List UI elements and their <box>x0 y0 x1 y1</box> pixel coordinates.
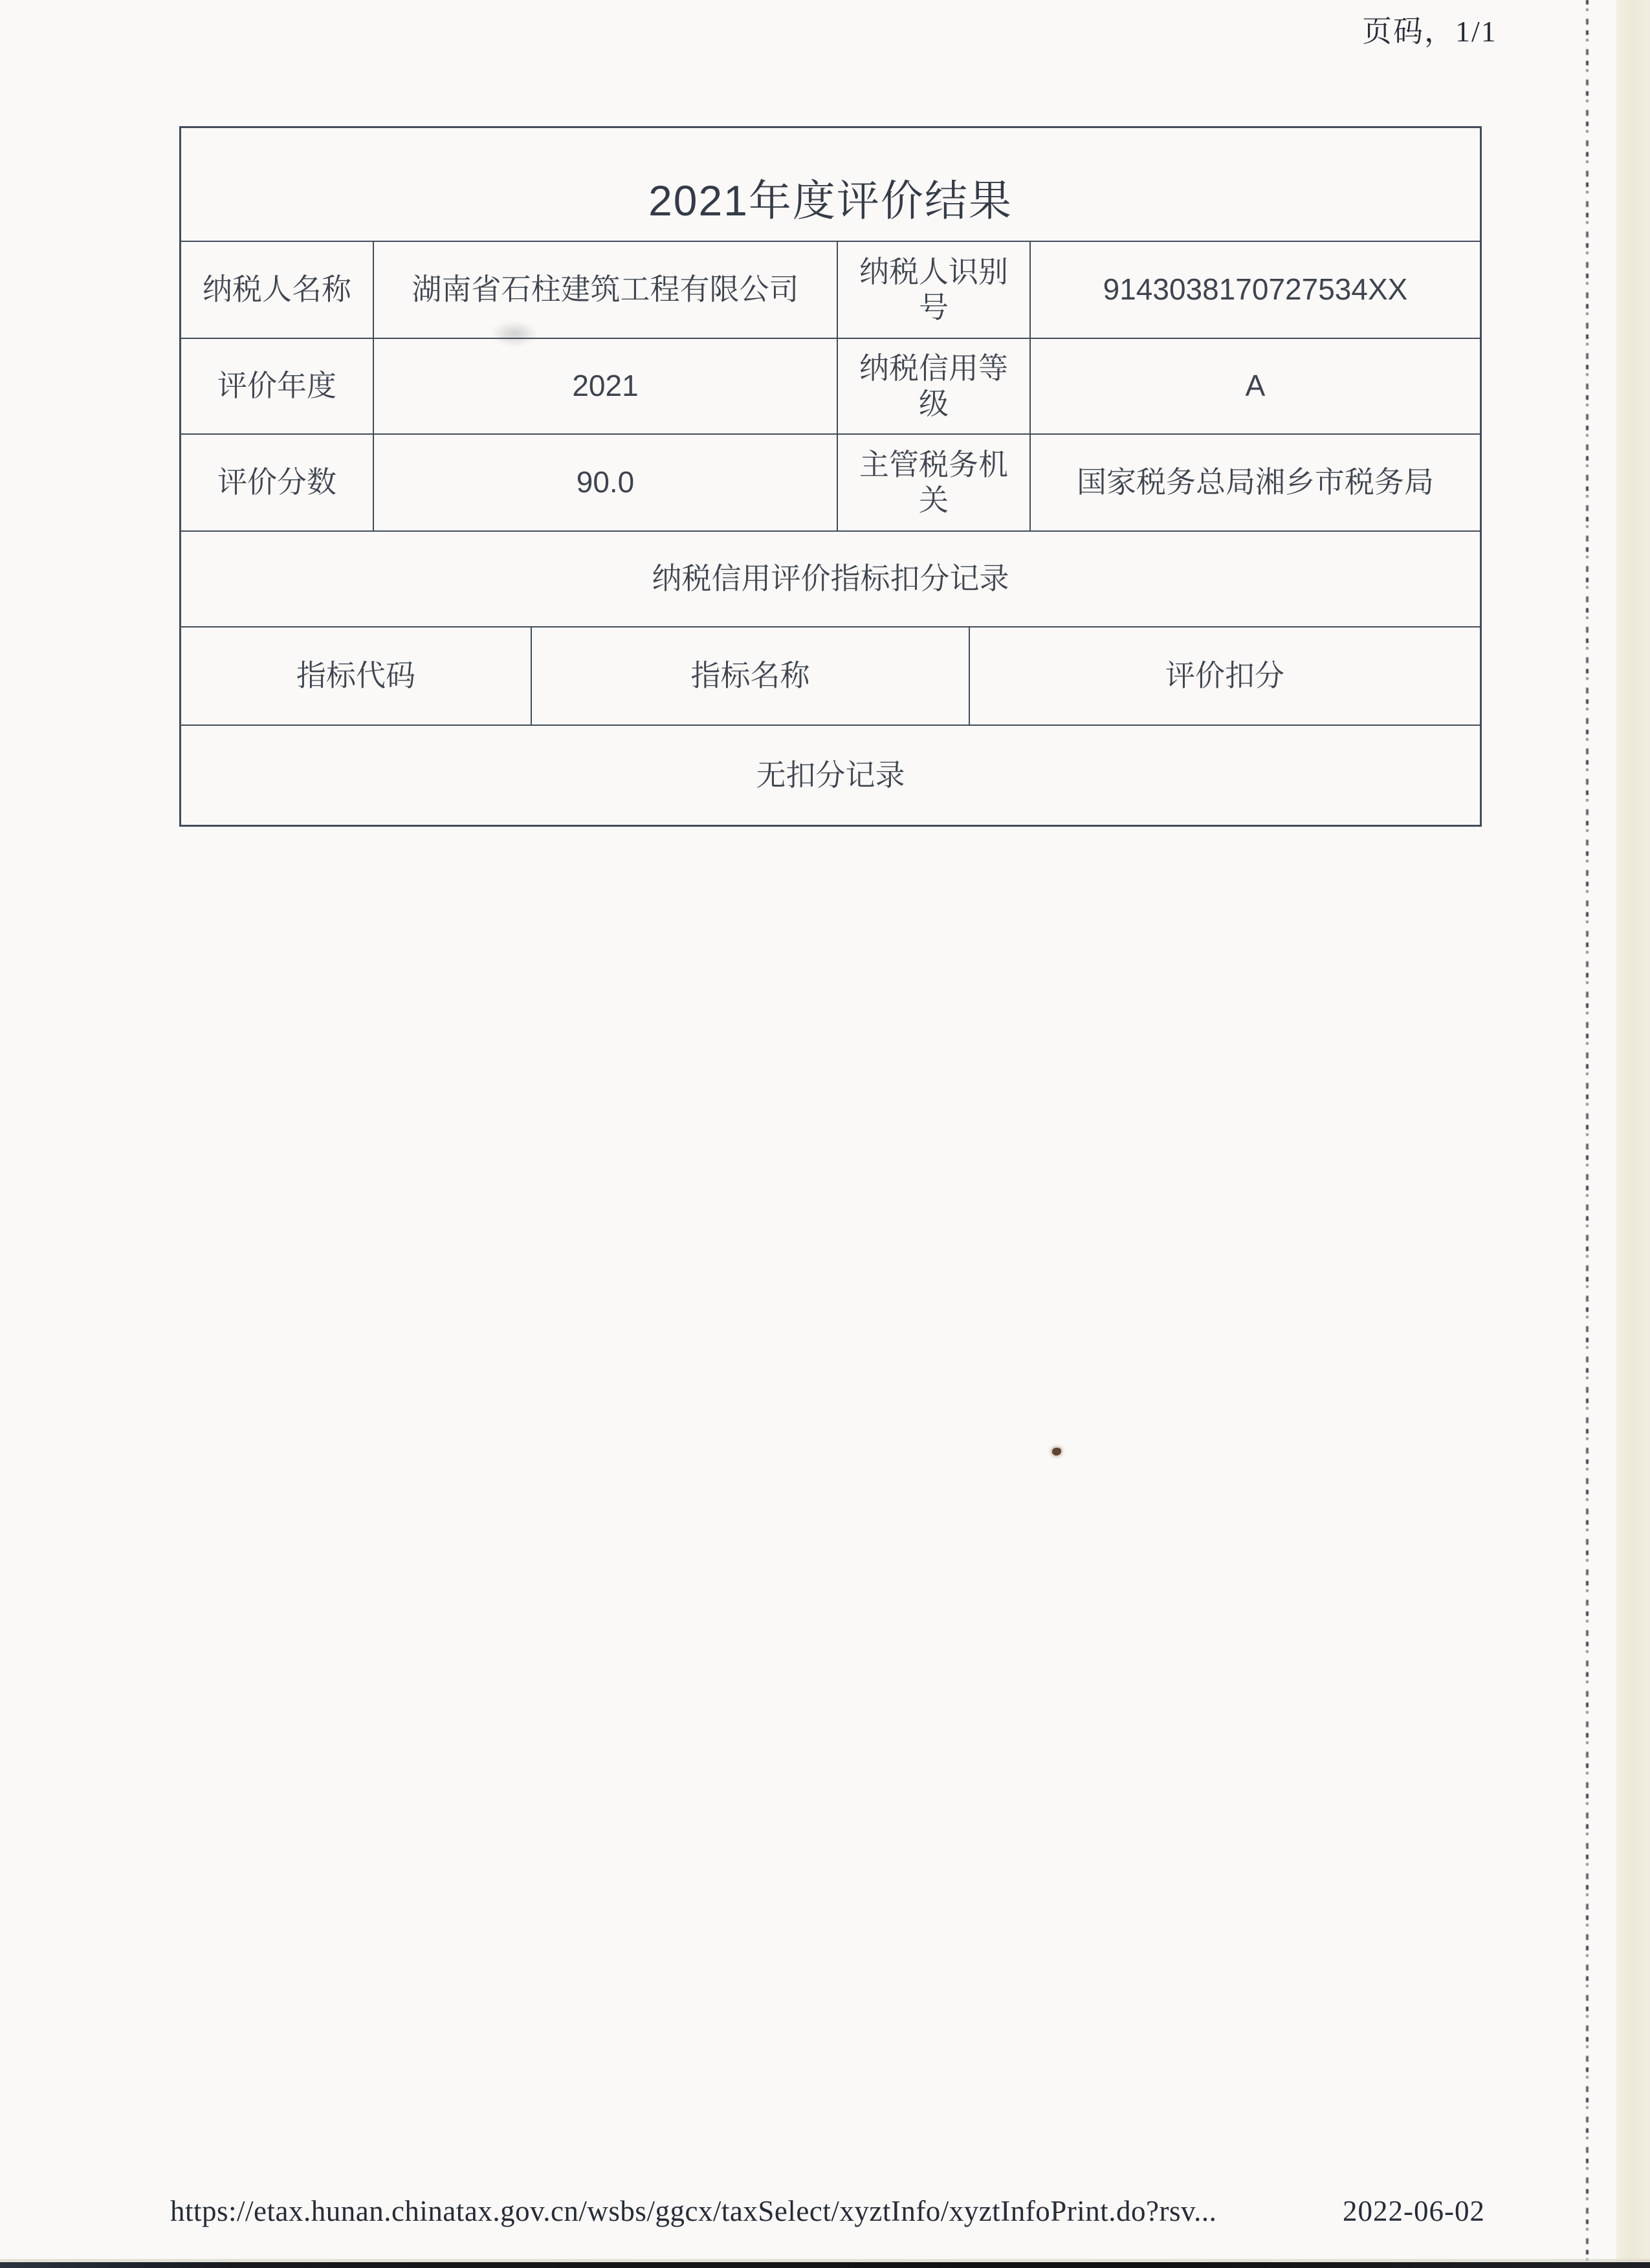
row-evaluation-score <box>181 433 1480 530</box>
column-header-indicator-code: 指标代码 <box>296 659 415 693</box>
row-taxpayer <box>181 241 1480 338</box>
column-header-indicator-name: 指标名称 <box>531 627 969 725</box>
evaluation-result-table <box>179 126 1482 827</box>
label-evaluation-year: 评价年度 <box>217 369 336 403</box>
label-taxpayer-name: 纳税人名称 <box>203 272 351 307</box>
column-header-deduction: 评价扣分 <box>969 627 1480 725</box>
value-taxpayer-name: 湖南省石柱建筑工程有限公司 <box>373 242 837 338</box>
scan-speck <box>1052 1448 1061 1456</box>
row-evaluation-year <box>181 338 1480 433</box>
row-no-deduction <box>181 725 1480 825</box>
label-tax-authority: 主管税务机关 <box>837 435 1029 530</box>
table-title-row <box>181 128 1480 241</box>
source-url: https://etax.hunan.chinatax.gov.cn/wsbs/ggcx/taxSelect/xyztInfo/xyztInfoPrint.do?rsv... <box>170 2195 1217 2227</box>
scan-bottom-edge <box>0 2262 1650 2268</box>
deduction-section-title: 纳税信用评价指标扣分记录 <box>652 562 1009 596</box>
no-deduction-text: 无扣分记录 <box>756 758 905 792</box>
footer <box>170 2194 1485 2228</box>
label-evaluation-score: 评价分数 <box>217 465 336 499</box>
table-title: 2021年度评价结果 <box>648 177 1013 225</box>
row-deduction-headers <box>181 626 1480 725</box>
scan-edge-strip <box>1616 0 1650 2268</box>
label-credit-grade: 纳税信用等级 <box>837 339 1029 433</box>
value-tax-authority: 国家税务总局湘乡市税务局 <box>1029 435 1480 530</box>
scan-edge-dashed-line <box>1586 0 1589 2268</box>
label-taxpayer-id: 纳税人识别号 <box>837 242 1029 338</box>
page-number: 页码，1/1 <box>1362 15 1497 48</box>
value-taxpayer-id: 9143038170727534XX <box>1029 242 1480 338</box>
value-evaluation-year: 2021 <box>373 339 837 433</box>
row-deduction-section-title <box>181 530 1480 626</box>
print-date: 2022-06-02 <box>1343 2195 1485 2227</box>
value-evaluation-score: 90.0 <box>373 435 837 530</box>
value-credit-grade: A <box>1029 339 1480 433</box>
